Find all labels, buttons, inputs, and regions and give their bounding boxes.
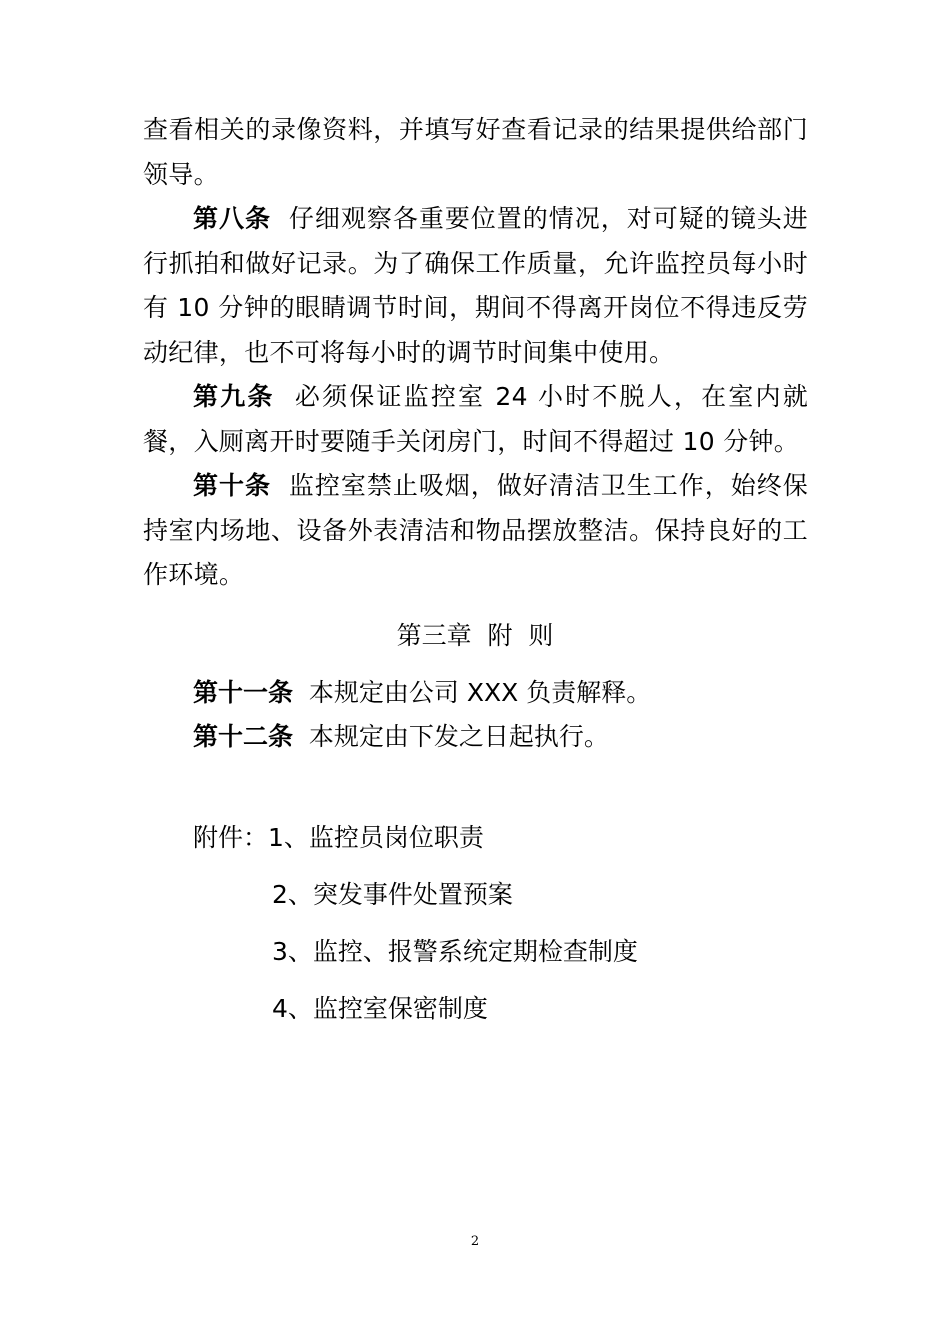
article-text: 本规定由下发之日起执行。 xyxy=(308,722,609,751)
attachment-item: 2、突发事件处置预案 xyxy=(272,880,513,909)
attachment-item: 3、监控、报警系统定期检查制度 xyxy=(272,937,638,966)
article-12 xyxy=(193,715,609,759)
paragraph-continuation xyxy=(143,108,808,197)
page-number: 2 xyxy=(470,1234,480,1249)
attachments-label-line xyxy=(193,816,484,860)
article-text: 仔细观察各重要位置的情况，对可疑的镜头进行抓拍和做好记录。为了确保工作质量，允许监控员每小时有 10 分钟的眼睛调节时间，期间不得离开岗位不得违反劳动纪律，也不可将每小时的调节时间集中使用。 xyxy=(143,204,809,367)
article-text: 监控室禁止吸烟，做好清洁卫生工作，始终保持室内场地、设备外表清洁和物品摆放整洁。保持良好的工作环境。 xyxy=(143,471,809,589)
paragraph-text: 查看相关的录像资料，并填写好查看记录的结果提供给部门领导。 xyxy=(143,115,808,189)
article-text: 本规定由公司 XXX 负责解释。 xyxy=(308,678,652,707)
article-label: 第十一条 xyxy=(193,678,294,707)
attachment-item: 4、监控室保密制度 xyxy=(272,994,488,1023)
body-text xyxy=(143,108,808,598)
attachment-item: 1、监控员岗位职责 xyxy=(268,823,484,852)
article-10 xyxy=(143,464,808,598)
article-label: 第十二条 xyxy=(193,722,294,751)
article-label: 第八条 xyxy=(193,204,271,233)
attachments-label: 附件： xyxy=(193,823,269,852)
article-9 xyxy=(143,375,808,464)
article-label: 第十条 xyxy=(193,471,271,500)
article-11 xyxy=(193,671,651,715)
article-8 xyxy=(143,197,808,375)
chapter-heading: 第三章 附 则 xyxy=(396,621,554,650)
article-text: 必须保证监控室 24 小时不脱人，在室内就餐，入厕离开时要随手关闭房门，时间不得超过 10 分钟。 xyxy=(143,382,809,456)
article-label: 第九条 xyxy=(193,382,275,411)
